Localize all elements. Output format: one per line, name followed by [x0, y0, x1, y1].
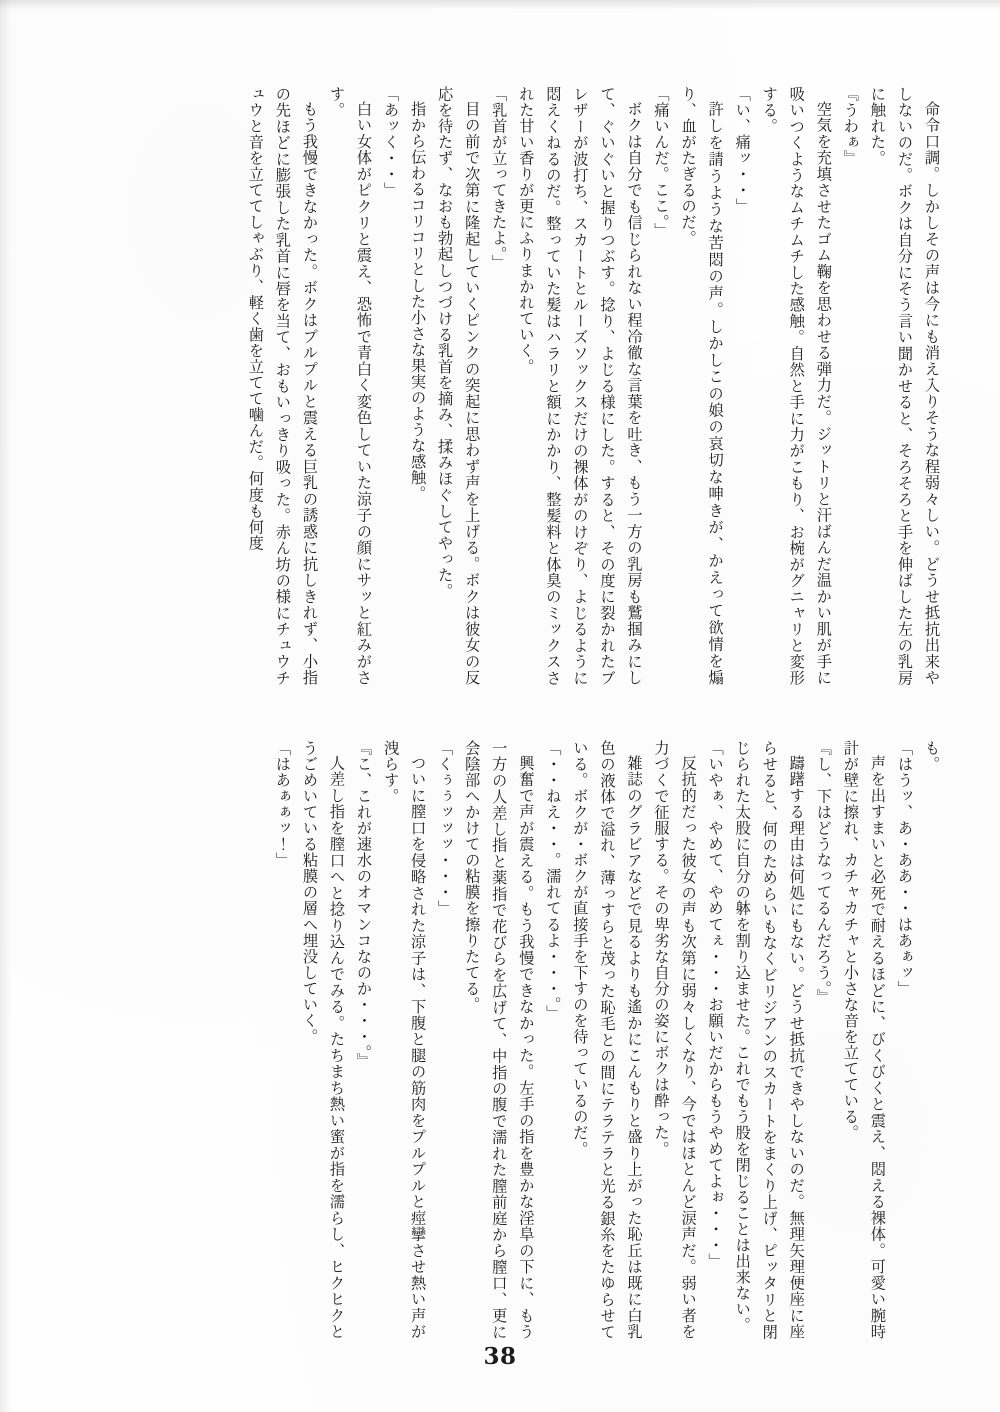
paragraph: 許しを請うような苦悶の声。しかしこの娘の哀切な呻きが、かえって欲情を煽り、血がたぎるのだ。 [679, 86, 725, 686]
scan-edge-shadow-top [0, 0, 1000, 10]
page-number: 38 [483, 1343, 517, 1370]
dialogue-paragraph: 「いやぁ、やめて、やめてぇ・・・お願いだからもうやめてよぉ・・・」 [706, 740, 725, 1270]
paragraph: 雑誌のグラビアなどで見るよりも遙かにこんもりと盛り上がった恥丘は既に白乳色の液体で溢れ、薄っすらと茂った恥毛との間にテラテラと光る銀糸をたゆらせている。ボクが・ボクが直接手を下すのを待っているのだ。 [571, 740, 644, 1340]
paragraph: 声を出すまいと必死で耐えるほどに、びくびくと震え、悶える裸体。可愛い腕時計が壁に擦れ、カチャカチャと小さな音を立てている。 [841, 740, 887, 1340]
paragraph: 反抗的だった彼女の声も次第に弱々しくなり、今ではほとんど涙声だ。弱い者を力づくで征服する。その卑劣な自分の姿にボクは酔った。 [652, 740, 698, 1340]
paragraph: も。 [923, 740, 941, 773]
dialogue-paragraph: 「乳首が立ってきたよ。」 [490, 86, 509, 271]
text-block-upper [55, 86, 945, 686]
paragraph: 白い女体がピクリと震え、恐怖で青白く変色していた涼子の顔にサッと紅みがさす。 [327, 86, 374, 686]
paragraph: 指から伝わるコリコリとした小さな果実のような感触。 [409, 101, 428, 503]
dialogue-paragraph: 「くぅぅッッッ・・・」 [436, 740, 455, 917]
paragraph: 空気を充填させたゴム鞠を思わせる弾力だ。ジットリと汗ばんだ温かい肌が手に吸いつくようなムチムチした感触。自然と手に力がこもり、お椀がグニャリと変形する。 [760, 86, 833, 686]
dialogue-paragraph: 「痛いんだ。ここ。」 [652, 86, 671, 239]
paragraph: 興奮で声が震える。もう我慢できなかった。左手の指を豊かな淫阜の下に、もう一方の人差し指と薬指で花びらを広げて、中指の腹で濡れた膣前庭から膣口、更に会陰部へかけての粘膜を擦りたてる。 [463, 740, 536, 1340]
paragraph: 人差し指を膣口へと捻り込んでみる。たちまち熱い蜜が指を濡らし、ヒクヒクとうごめいている粘膜の層へ埋没していく。 [300, 740, 346, 1340]
dialogue-paragraph: 『し、下はどうなってるんだろう。』 [814, 740, 833, 1006]
dialogue-paragraph: 『こ、これが速水のオマンコなのか・・・。』 [355, 740, 374, 1070]
paragraph: ボクは自分でも信じられない程冷徹な言葉を吐き、もう一方の乳房も鷲掴みにして、ぐいぐいと握りつぶす。捻り、よじる様にした。すると、その度に裂かれたブレザーが波打ち、スカートとルーズソックスだけの裸体がのけぞり、よじるように悶えくねるのだ。整っていた髪はハラリと額にかかり、整髪料と体臭のミックスされた甘い香りが更にふりまかれていく。 [517, 86, 644, 686]
paragraph: もう我慢できなかった。ボクはプルプルと震える巨乳の誘惑に抗しきれず、小指の先ほどに膨張した乳首に唇を当て、おもいっきり吸った。赤ん坊の様にチュウチュウと音を立ててしゃぶり、軽く歯を立てて噛んだ。何度も何度 [246, 86, 319, 686]
dialogue-paragraph: 「い、痛ッ・・」 [733, 86, 752, 215]
dialogue-paragraph: 「はうッ、あ・ああ・・はあぁッ」 [895, 740, 914, 997]
dialogue-paragraph: 「あッく・・」 [382, 86, 401, 199]
dialogue-paragraph: 「はあぁぁッ！」 [273, 740, 292, 869]
dialogue-paragraph: 「・・ねえ・・。濡れてるよ・・・。」 [544, 740, 563, 1022]
dialogue-paragraph: 『うわぁ』 [841, 86, 860, 167]
paragraph: 命令口調。しかしその声は今にも消え入りそうな程弱々しい。どうせ抵抗出来やしないのだ。ボクは自分にそう言い聞かせると、そろそろと手を伸ばした左の乳房に触れた。 [868, 86, 941, 686]
scan-edge-shadow-left [0, 0, 12, 1412]
paragraph: 躊躇する理由は何処にもない。どうせ抵抗できやしないのだ。無理矢理便座に座らせると、何のためらいもなくビリジアンのスカートをまくり上げ、ピッタリと閉じられた太股に自分の躰を割り込ませた。これでもう股を閉じることは出来ない。 [733, 740, 806, 1340]
paragraph: 目の前で次第に隆起していくピンクの突起に思わず声を上げる。ボクは彼女の反応を待たず、なおも勃起しつづける乳首を摘み、揉みほぐしてやった。 [436, 86, 482, 686]
text-block-lower [55, 740, 945, 1340]
paragraph: ついに膣口を侵略された涼子は、下腹と腿の筋肉をプルプルと痙攣させ熱い声が洩らす。 [382, 740, 428, 1340]
